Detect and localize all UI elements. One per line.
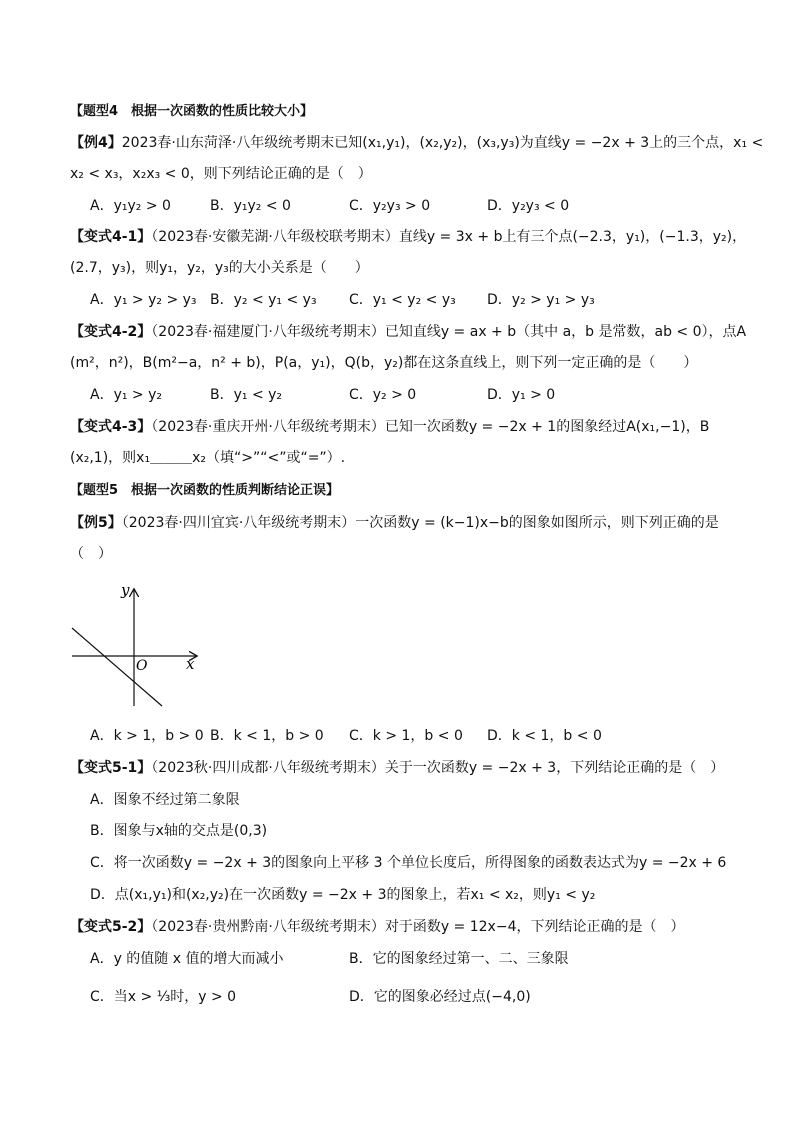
- example5-tag: 【例5】: [70, 515, 122, 531]
- example5-text1: （2023春·四川宜宾·八年级统考期末）一次函数y = (k−1)x−b的图象如图所示，则下列正确的是: [121, 515, 719, 531]
- v42-tag: 【变式4-2】: [70, 324, 152, 340]
- v52-option-d: D．它的图象必经过点(−4,0): [349, 989, 531, 1005]
- v51-text1: （2023秋·四川成都·八年级统考期末）关于一次函数y = −2x + 3，下列结论正确的是（ ）: [151, 760, 725, 776]
- example5-line2: （ ）: [70, 546, 112, 562]
- v42-line2: (m²，n²)，B(m²−a，n² + b)，P(a，y₁)，Q(b，y₂)都在这条直线上，则下列一定正确的是（ ）: [70, 355, 698, 371]
- function-line: [72, 628, 162, 706]
- example5-graph: [60, 580, 210, 710]
- v51-option-b: B．图象与x轴的交点是(0,3): [90, 823, 268, 839]
- section5-title: 【题型5 根据一次函数的性质判断结论正误】: [70, 483, 340, 498]
- v42-line1: [70, 322, 746, 342]
- v43-text1: （2023春·重庆开州·八年级统考期末）已知一次函数y = −2x + 1的图象经过A(x₁,−1)，B: [151, 419, 710, 435]
- v51-tag: 【变式5-1】: [70, 760, 152, 776]
- v41-tag: 【变式4-1】: [70, 229, 152, 245]
- v52-option-c: C．当x > ⅓时，y > 0: [90, 989, 237, 1005]
- v52-option-b: B．它的图象经过第一、二、三象限: [349, 951, 569, 967]
- example4-option-b: B．y₁y₂ < 0: [210, 198, 291, 214]
- v43-line2: (x₂,1)，则x₁＿＿＿x₂（填“>”“<”或“=”）.: [70, 450, 346, 466]
- origin-label: O: [136, 658, 148, 674]
- example4-option-a: A．y₁y₂ > 0: [90, 198, 171, 214]
- v52-tag: 【变式5-2】: [70, 919, 152, 935]
- v42-option-a: A．y₁ > y₂: [90, 387, 163, 403]
- x-axis-label: x: [186, 655, 195, 673]
- v51-option-c: C．将一次函数y = −2x + 3的图象向上平移 3 个单位长度后，所得图象的函数表达式为y = −2x + 6: [90, 855, 727, 871]
- v43-line1: [70, 417, 709, 437]
- example5-option-c: C．k > 1，b < 0: [349, 728, 463, 744]
- example4-tag: 【例4】: [70, 135, 122, 151]
- v42-option-c: C．y₂ > 0: [349, 387, 417, 403]
- v41-option-b: B．y₂ < y₁ < y₃: [210, 292, 317, 308]
- example5-line1: [70, 513, 719, 533]
- v51-option-a: A．图象不经过第二象限: [90, 792, 240, 808]
- v52-text1: （2023春·贵州黔南·八年级统考期末）对于函数y = 12x−4，下列结论正确的是（ ）: [151, 919, 685, 935]
- v41-option-a: A．y₁ > y₂ > y₃: [90, 292, 197, 308]
- example5-option-d: D．k < 1，b < 0: [487, 728, 602, 744]
- section4-title: 【题型4 根据一次函数的性质比较大小】: [70, 104, 314, 119]
- example5-option-a: A．k > 1，b > 0: [90, 728, 204, 744]
- v42-option-d: D．y₁ > 0: [487, 387, 556, 403]
- v41-text1: （2023春·安徽芜湖·八年级校联考期末）直线y = 3x + b上有三个点(−2.3，y₁)，(−1.3，y₂)，: [151, 229, 747, 245]
- v52-option-a: A．y 的值随 x 值的增大而减小: [90, 951, 284, 967]
- example4-text1: 2023春·山东菏泽·八年级统考期末已知(x₁,y₁)，(x₂,y₂)，(x₃,y₃)为直线y = −2x + 3上的三个点，x₁ <: [121, 135, 764, 151]
- v41-line2: (2.7，y₃)，则y₁，y₂，y₃的大小关系是（ ）: [70, 260, 369, 276]
- v41-option-c: C．y₁ < y₂ < y₃: [349, 292, 456, 308]
- example4-option-d: D．y₂y₃ < 0: [487, 198, 570, 214]
- example4-line2: x₂ < x₃，x₂x₃ < 0，则下列结论正确的是（ ）: [70, 166, 372, 182]
- example5-option-b: B．k < 1，b > 0: [210, 728, 324, 744]
- v43-tag: 【变式4-3】: [70, 419, 152, 435]
- example4-line1: [70, 133, 763, 153]
- v42-option-b: B．y₁ < y₂: [210, 387, 283, 403]
- v41-line1: [70, 227, 746, 247]
- v42-text1: （2023春·福建厦门·八年级统考期末）已知直线y = ax + b（其中 a，b 是常数，ab < 0），点A: [151, 324, 747, 340]
- v41-option-d: D．y₂ > y₁ > y₃: [487, 292, 595, 308]
- v52-line1: [70, 917, 684, 937]
- v51-line1: [70, 758, 724, 778]
- example4-option-c: C．y₂y₃ > 0: [349, 198, 431, 214]
- v51-option-d: D．点(x₁,y₁)和(x₂,y₂)在一次函数y = −2x + 3的图象上，若x₁ < x₂，则y₁ < y₂: [90, 887, 596, 903]
- y-axis-label: y: [121, 581, 130, 599]
